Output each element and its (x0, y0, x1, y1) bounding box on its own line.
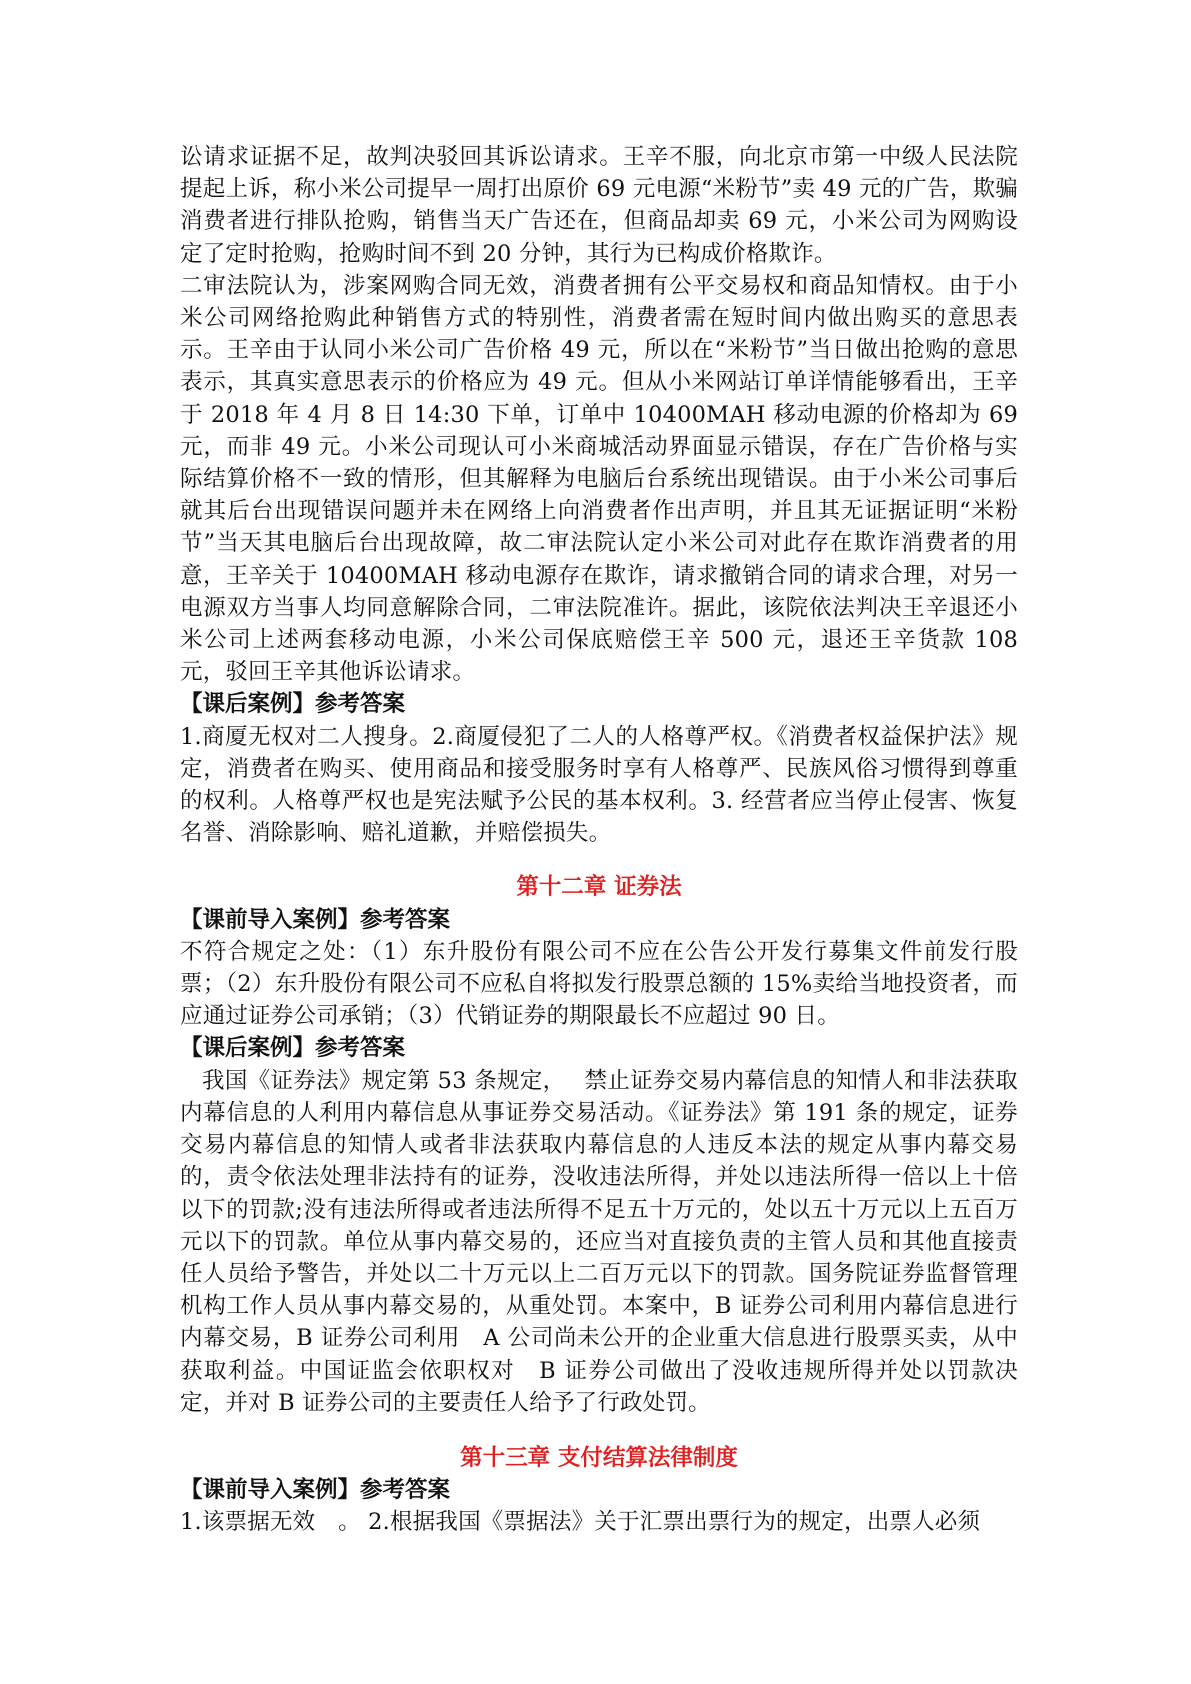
chapter-13-pre-class-heading: 【课前导入案例】参考答案 (180, 1477, 451, 1504)
document-page (180, 141, 1018, 1539)
section-spacer (180, 849, 1018, 871)
post-class-case-answer: 1.商厦无权对二人搜身。2.商厦侵犯了二人的人格尊严权。《消费者权益保护法》规定，消费者在购买、使用商品和接受服务时享有人格尊严、民族风俗习惯得到尊重的权利。人格尊严权也是宪法赋予公民的基本权利。3. 经营者应当停止侵害、恢复名誉、消除影响、赔礼道歉，并赔偿损失。 (180, 723, 1018, 847)
chapter-12-post-class-answer: 我国《证券法》规定第 53 条规定， 禁止证券交易内幕信息的知情人和非法获取内幕信息的人利用内幕信息从事证券交易活动。《证券法》第 191 条的规定，证券交易内幕信息的知情人或者非法获取内幕信息的人违反本法的规定从事内幕交易的，责令依法处理非法持有的证券，没收违法所得，并处以违法所得一倍以上十倍以下的罚款;没有违法所得或者违法所得不足五十万元的，处以五十万元以上五百万元以下的罚款。单位从事内幕交易的，还应当对直接负责的主管人员和其他直接责任人员给予警告，并处以二十万元以上二百万元以下的罚款。国务院证券监督管理机构工作人员从事内幕交易的，从重处罚。本案中，B 证券公司利用内幕信息进行内幕交易，B 证券公司利用 A 公司尚未公开的企业重大信息进行股票买卖，从中获取利益。中国证监会依职权对 B 证券公司做出了没收违规所得并处以罚款决定，并对 B 证券公司的主要责任人给予了行政处罚。 (180, 1067, 1018, 1416)
case-paragraph-second-instance: 二审法院认为，涉案网购合同无效，消费者拥有公平交易权和商品知情权。由于小米公司网络抢购此种销售方式的特别性，消费者需在短时间内做出购买的意思表示。王辛由于认同小米公司广告价格 49 元，所以在“米粉节”当日做出抢购的意思表示，其真实意思表示的价格应为 49 元。但从小米网站订单详情能够看出，王辛于 2018 年 4 月 8 日 14:30 下单，订单中 10400MAH 移动电源的价格却为 69 元，而非 49 元。小米公司现认可小米商城活动界面显示错误，存在广告价格与实际结算价格不一致的情形，但其解释为电脑后台系统出现错误。由于小米公司事后就其后台出现错误问题并未在网络上向消费者作出声明，并且其无证据证明“米粉节”当天其电脑后台出现故障，故二审法院认定小米公司对此存在欺诈消费者的用意，王辛关于 10400MAH 移动电源存在欺诈，请求撤销合同的请求合理，对另一电源双方当事人均同意解除合同，二审法院准许。据此，该院依法判决王辛退还小米公司上述两套移动电源，小米公司保底赔偿王辛 500 元，退还王辛货款 108 元，驳回王辛其他诉讼请求。 (180, 272, 1018, 686)
chapter-12-post-class-heading: 【课后案例】参考答案 (180, 1035, 406, 1062)
chapter-12-pre-class-heading: 【课前导入案例】参考答案 (180, 906, 451, 933)
case-paragraph-appeal: 讼请求证据不足，故判决驳回其诉讼请求。王辛不服，向北京市第一中级人民法院提起上诉，称小米公司提早一周打出原价 69 元电源“米粉节”卖 49 元的广告，欺骗消费者进行排队抢购，销售当天广告还在，但商品却卖 69 元，小米公司为网购设定了定时抢购，抢购时间不到 20 分钟，其行为已构成价格欺诈。 (180, 144, 1018, 267)
post-class-case-heading: 【课后案例】参考答案 (180, 691, 406, 718)
chapter-13-title: 第十三章 支付结算法律制度 (460, 1444, 738, 1471)
chapter-12-pre-class-answer: 不符合规定之处：（1）东升股份有限公司不应在公告公开发行募集文件前发行股票；（2）东升股份有限公司不应私自将拟发行股票总额的 15%卖给当地投资者，而应通过证券公司承销；（3）代销证券的期限最长不应超过 90 日。 (180, 938, 1018, 1030)
chapter-13-pre-class-answer: 1.该票据无效 。 2.根据我国《票据法》关于汇票出票行为的规定，出票人必须 (180, 1509, 981, 1536)
section-spacer (180, 1419, 1018, 1442)
chapter-12-title: 第十二章 证券法 (516, 874, 682, 901)
